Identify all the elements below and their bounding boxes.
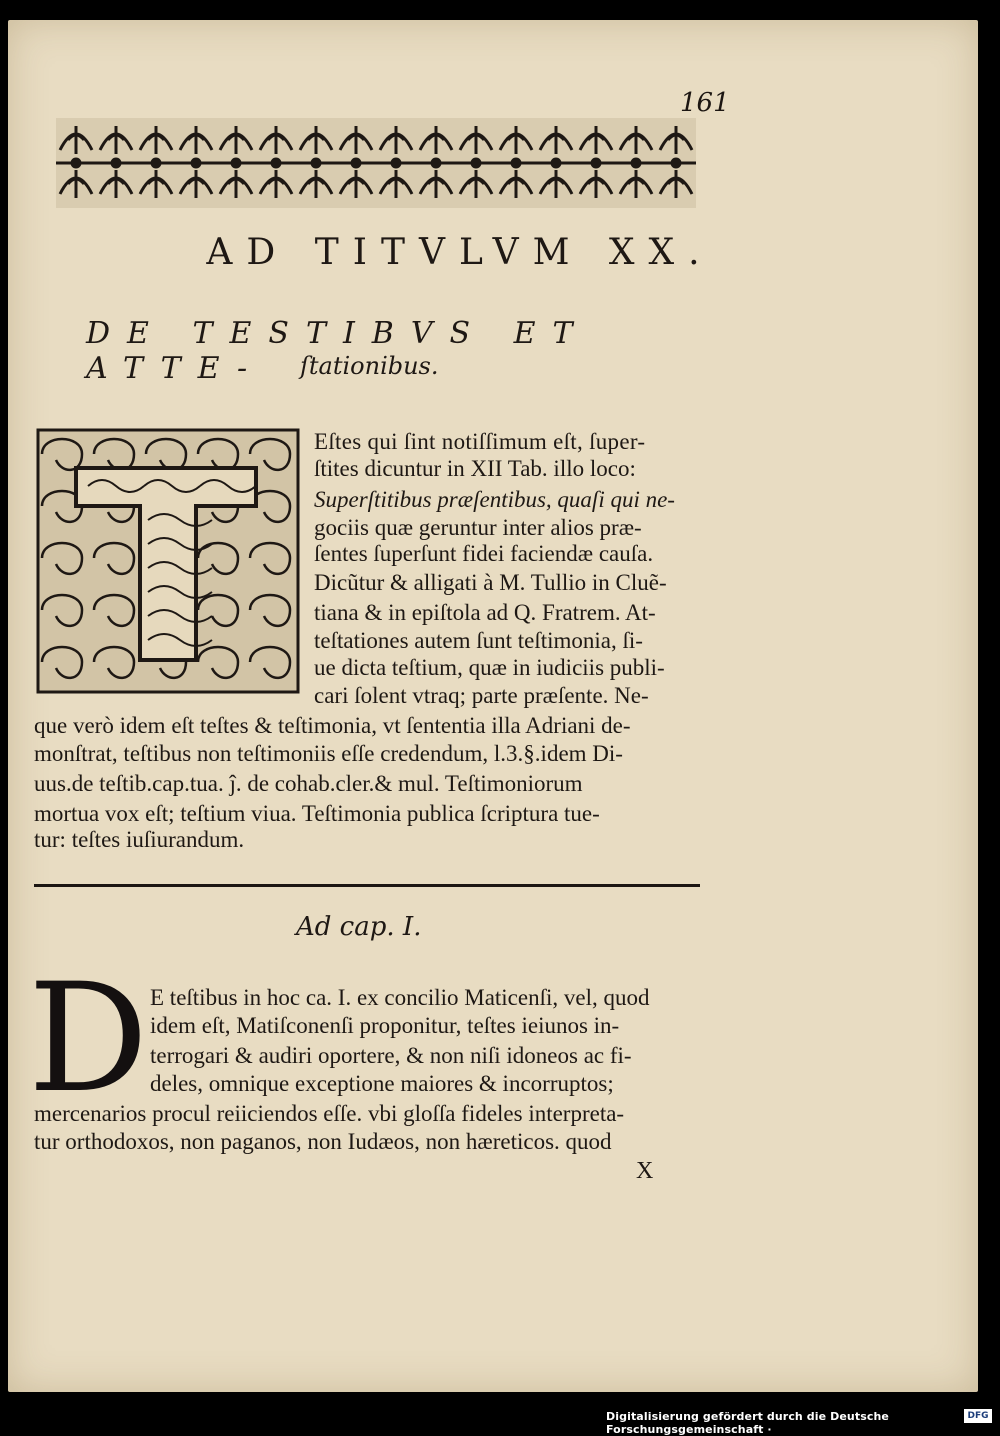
text-line: E teſtibus in hoc ca. I. ex concilio Maticenſi, vel, quod xyxy=(150,985,650,1010)
chapter-title: AD TITVLVM XX. xyxy=(206,232,714,273)
text-line: tiana & in epiſtola ad Q. Fratrem. At- xyxy=(314,600,656,625)
text-line: monſtrat, teſtibus non teſtimoniis eſſe credendum, l.3.§.idem Di- xyxy=(34,741,623,766)
digitization-credit: Digitalisierung gefördert durch die Deutsche Forschungsgemeinschaft · xyxy=(606,1410,889,1436)
decorated-initial-t xyxy=(36,428,300,694)
decorative-header-ornament xyxy=(56,118,696,208)
chapter-subtitle-continued: ſtationibus. xyxy=(300,352,439,380)
text-line: idem eſt, Matiſconenſi proponitur, teſtes ieiunos in- xyxy=(150,1013,620,1038)
text-line: que verò idem eſt teſtes & teſtimonia, vt ſententia illa Adriani de- xyxy=(34,713,631,738)
text-line: ſtites dicuntur in XII Tab. illo loco: xyxy=(314,456,636,481)
signature-mark: X xyxy=(636,1158,654,1184)
text-line: terrogari & audiri oportere, & non niſi idoneos ac fi- xyxy=(150,1043,632,1068)
text-line: teſtationes autem ſunt teſtimonia, ſi- xyxy=(314,628,643,653)
text-line: cari ſolent vtraq; parte præſente. Ne- xyxy=(314,683,649,708)
section-heading: Ad cap. I. xyxy=(296,912,422,942)
text-line: mortua vox eſt; teſtium viua. Teſtimonia publica ſcriptura tue- xyxy=(34,801,600,826)
text-line: ue dicta teſtium, quæ in iudiciis publi- xyxy=(314,655,665,680)
text-line: Dicũtur & alligati à M. Tullio in Cluẽ- xyxy=(314,570,667,595)
dfg-logo: DFG xyxy=(964,1409,992,1423)
text-line: tur: teſtes iuſiurandum. xyxy=(34,827,245,852)
text-line: uus.de teſtib.cap.tua. ĵ. de cohab.cler.& mul. Teſtimoniorum xyxy=(34,771,583,796)
text-line: Superſtitibus præſentibus, quaſi qui ne- xyxy=(314,487,675,512)
chapter-subtitle: DE TESTIBVS ET ATTE- xyxy=(86,316,590,386)
text-line: Eſtes qui ſint notiſſimum eſt, ſuper- xyxy=(314,429,646,454)
drop-cap-d: D xyxy=(28,952,149,1126)
text-line: deles, omnique exceptione maiores & incorruptos; xyxy=(150,1071,614,1096)
page-number: 161 xyxy=(680,88,730,118)
text-line: gociis quæ geruntur inter alios præ- xyxy=(314,515,642,540)
section-divider xyxy=(34,884,700,887)
text-line: ſentes ſuperſunt fidei faciendæ cauſa. xyxy=(314,541,654,566)
text-line: mercenarios procul reiiciendos eſſe. vbi gloſſa fideles interpreta- xyxy=(34,1101,625,1126)
text-line: tur orthodoxos, non paganos, non Iudæos, non hæreticos. quod xyxy=(34,1129,612,1154)
